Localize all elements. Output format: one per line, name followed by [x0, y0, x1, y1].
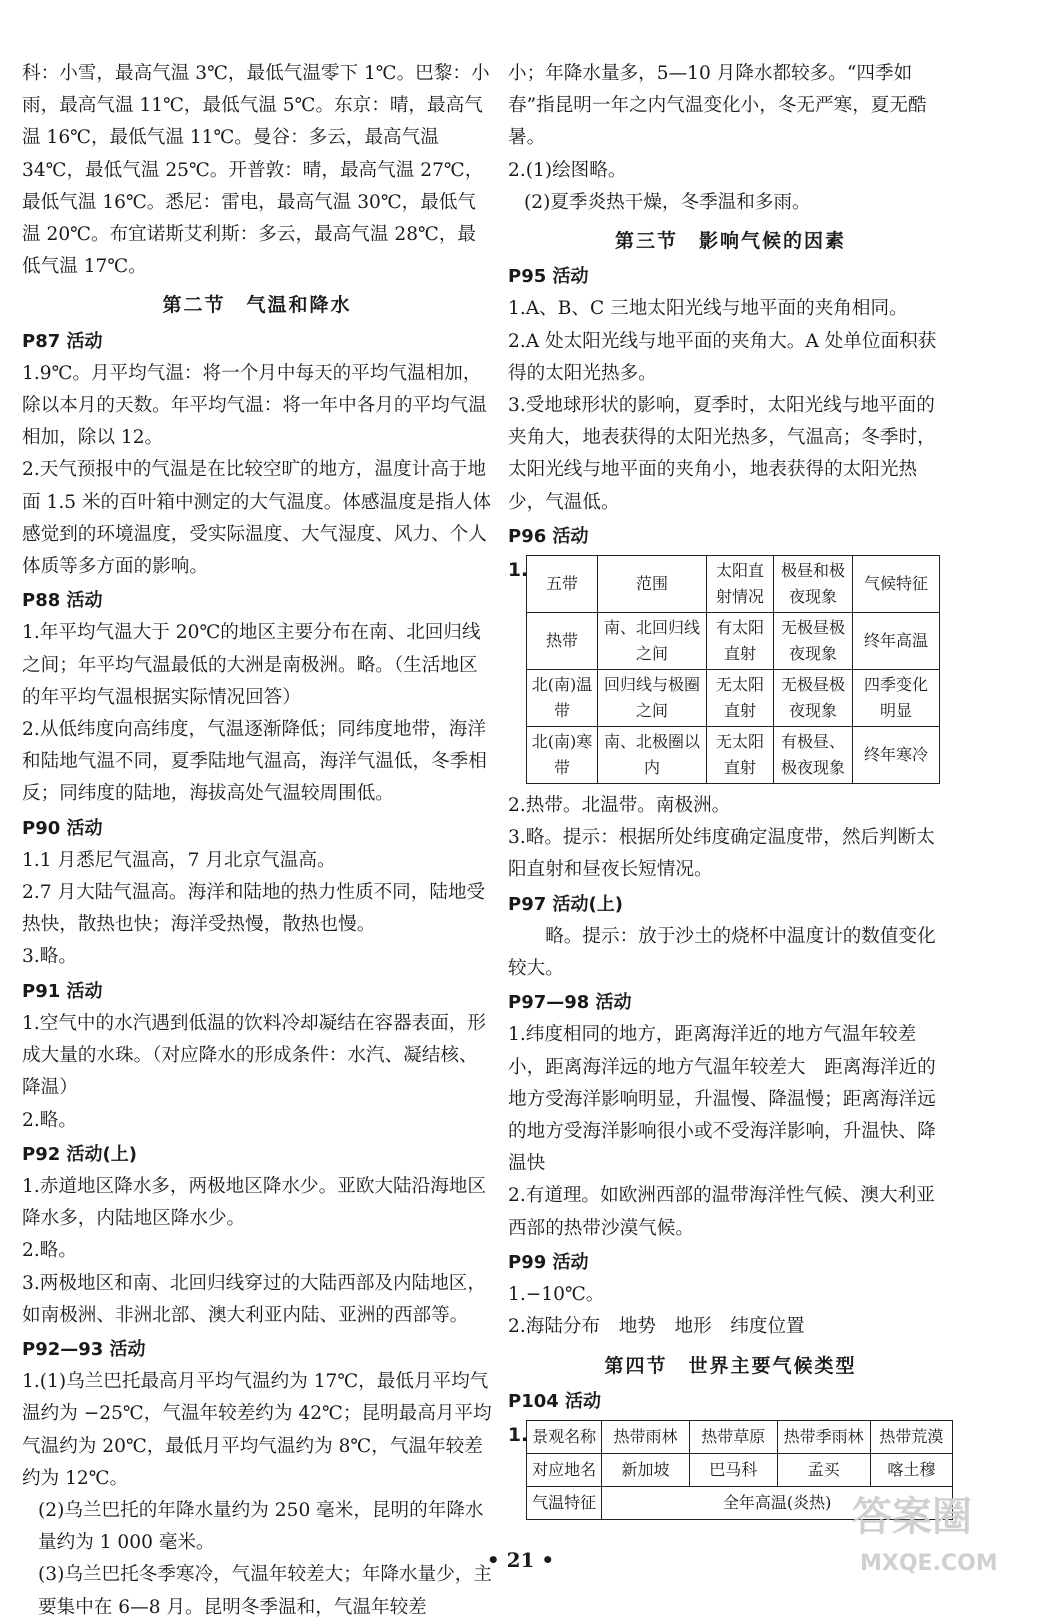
p95-heading: P95 活动 [508, 266, 589, 288]
table-cell: 对应地名 [527, 1453, 602, 1486]
section-2-title: 第二节 气温和降水 [162, 294, 352, 317]
p92-93-q1c: (3)乌兰巴托冬季寒冷，气温年较差大；年降水量少，主要集中在 6—8 月。昆明冬季温和，气温年较差 [38, 1564, 492, 1618]
p96-q2: 2.热带。北温带。南极洲。 [508, 795, 731, 817]
p87-q2: 2.天气预报中的气温是在比较空旷的地方，温度计高于地面 1.5 米的百叶箱中测定的大气温度。体感温度是指人体感觉到的环境温度，受实际温度、大气湿度、风力、个人体质等多方面的影响。 [22, 459, 492, 578]
p95-q1: 1.A、B、C 三地太阳光线与地平面的夹角相同。 [508, 298, 908, 320]
p88-q1: 1.年平均气温大于 20℃的地区主要分布在南、北回归线之间；年平均气温最低的大洲是南极洲。略。（生活地区的年平均气温根据实际情况回答） [22, 622, 481, 708]
p91-q1: 1.空气中的水汽遇到低温的饮料冷却凝结在容器表面，形成大量的水珠。（对应降水的形成条件：水汽、凝结核、降温） [22, 1012, 486, 1099]
table-cell: 终年高温 [853, 613, 940, 670]
p97-text: 略。提示：放于沙土的烧杯中温度计的数值变化较大。 [508, 925, 936, 980]
p99-heading: P99 活动 [508, 1251, 589, 1273]
watermark-bottom: MXQE.COM [860, 1551, 998, 1576]
p92-93-q1b: (2)乌兰巴托的年降水量约为 250 毫米，昆明的年降水量约为 1 000 毫米。 [38, 1499, 484, 1554]
p90-heading: P90 活动 [22, 817, 103, 839]
table-cell: 热带 [527, 613, 598, 670]
five-zones-table [526, 555, 940, 784]
continued-paragraph: 小；年降水量多，5—10 月降水都较多。“四季如春”指昆明一年之内气温变化小，冬无严寒，夏无酷暑。 [508, 63, 927, 149]
p92-q2: 2.略。 [22, 1240, 77, 1262]
p88-heading: P88 活动 [22, 590, 103, 612]
table-cell: 无太阳直射 [707, 727, 774, 784]
p95-q2: 2.A 处太阳光线与地平面的夹角大。A 处单位面积获得的太阳光热多。 [508, 330, 937, 384]
p91-heading: P91 活动 [22, 980, 103, 1002]
page-number: • 21 • [486, 1548, 555, 1572]
table-cell: 新加坡 [602, 1453, 690, 1486]
p99-q2: 2.海陆分布 地势 地形 纬度位置 [508, 1316, 805, 1338]
p92-93-heading: P92—93 活动 [22, 1338, 146, 1360]
table-cell: 南、北回归线之间 [598, 613, 707, 670]
table-cell: 全年高温(炎热) [602, 1486, 953, 1519]
p97-98-q2: 2.有道理。如欧洲西部的温带海洋性气候、澳大利亚西部的热带沙漠气候。 [508, 1185, 935, 1239]
table-cell: 无极昼极夜现象 [774, 670, 853, 727]
table-cell: 北(南)温带 [527, 670, 598, 727]
p97-heading: P97 活动(上) [508, 893, 623, 915]
p99-q1: 1.−10℃。 [508, 1284, 605, 1306]
section-3-title: 第三节 影响气候的因素 [614, 230, 846, 253]
table-cell: 回归线与极圈之间 [598, 670, 707, 727]
table-cell: 终年寒冷 [853, 727, 940, 784]
table-cell: 范围 [598, 556, 707, 613]
p92-heading: P92 活动(上) [22, 1143, 137, 1165]
p90-q1: 1.1 月悉尼气温高，7 月北京气温高。 [22, 849, 336, 871]
p91-q2: 2.略。 [22, 1109, 77, 1131]
p88-q2: 2.从低纬度向高纬度，气温逐渐降低；同纬度地带，海洋和陆地气温不同，夏季陆地气温高，海洋气温低，冬季相反；同纬度的陆地，海拔高处气温较周围低。 [22, 719, 487, 805]
watermark-top: 答案圈 [852, 1494, 972, 1540]
table-cell: 极昼和极夜现象 [774, 556, 853, 613]
p87-q1: 1.9℃。月平均气温：将一个月中每天的平均气温相加，除以本月的天数。年平均气温：将一年中各月的平均气温相加，除以 12。 [22, 362, 487, 449]
table-cell: 景观名称 [527, 1420, 602, 1453]
table-cell: 孟买 [777, 1453, 870, 1486]
table-cell: 无太阳直射 [707, 670, 774, 727]
p97-98-heading: P97—98 活动 [508, 992, 632, 1014]
p92-q1: 1.赤道地区降水多，两极地区降水少。亚欧大陆沿海地区降水多，内陆地区降水少。 [22, 1175, 486, 1230]
watermark-logo [842, 1482, 1022, 1582]
table-cell: 太阳直射情况 [707, 556, 774, 613]
table-cell: 气温特征 [527, 1486, 602, 1519]
left-column [22, 58, 492, 1624]
table-cell: 热带荒漠 [870, 1420, 952, 1453]
p92-93-q1a: 1.(1)乌兰巴托最高月平均气温约为 17℃，最低月平均气温约为 −25℃，气温年较差约为 42℃；昆明最高月平均气温约为 20℃，最低月平均气温约为 8℃，气温年较差约为 12℃。 [22, 1371, 492, 1489]
q2-part1: 2.(1)绘图略。 [508, 159, 627, 181]
p92-q3: 3.两极地区和南、北回归线穿过的大陆西部及内陆地区，如南极洲、非洲北部、澳大利亚内陆、亚洲的西部等。 [22, 1272, 486, 1326]
q2-part2: (2)夏季炎热干燥，冬季温和多雨。 [524, 191, 811, 213]
p87-heading: P87 活动 [22, 330, 103, 352]
p96-table-number: 1. [508, 560, 529, 582]
p97-98-q1: 1.纬度相同的地方，距离海洋近的地方气温年较差小，距离海洋远的地方气温年较差大 距离海洋近的地方受海洋影响明显，升温慢、降温慢；距离海洋远的地方受海洋影响很小或不受海洋影响，升温快、降温快 [508, 1024, 936, 1175]
table-cell: 北(南)寒带 [527, 727, 598, 784]
table-cell: 五带 [527, 556, 598, 613]
table-cell: 无极昼极夜现象 [774, 613, 853, 670]
p90-q3: 3.略。 [22, 946, 77, 968]
p104-heading: P104 活动 [508, 1390, 602, 1412]
table-cell: 热带草原 [689, 1420, 777, 1453]
section-4-title: 第四节 世界主要气候类型 [604, 1354, 857, 1377]
table-cell: 有太阳直射 [707, 613, 774, 670]
table-cell: 巴马科 [689, 1453, 777, 1486]
table-cell: 四季变化明显 [853, 670, 940, 727]
right-column [508, 58, 953, 1526]
p95-q3: 3.受地球形状的影响，夏季时，太阳光线与地平面的夹角大，地表获得的太阳光热多，气温高；冬季时，太阳光线与地平面的夹角小，地表获得的太阳光热少，气温低。 [508, 395, 936, 513]
intro-paragraph: 科：小雪，最高气温 3℃，最低气温零下 1℃。巴黎：小雨，最高气温 11℃，最低气温 5℃。东京：晴，最高气温 16℃，最低气温 11℃。曼谷：多云，最高气温 34℃，最低气温 25℃。开普敦：晴，最高气温 27℃，最低气温 16℃。悉尼：雷电，最高气温 30℃，最低气温 20℃。布宜诺斯艾利斯：多云，最高气温 28℃，最低气温 17℃。 [22, 63, 490, 278]
p96-table-wrap [508, 555, 953, 784]
table-cell: 有极昼、极夜现象 [774, 727, 853, 784]
p90-q2: 2.7 月大陆气温高。海洋和陆地的热力性质不同，陆地受热快，散热也快；海洋受热慢，散热也慢。 [22, 882, 486, 936]
table-cell: 热带雨林 [602, 1420, 690, 1453]
table-cell: 气候特征 [853, 556, 940, 613]
table-cell: 热带季雨林 [777, 1420, 870, 1453]
table-cell: 南、北极圈以内 [598, 727, 707, 784]
table-cell: 喀土穆 [870, 1453, 952, 1486]
p96-q3: 3.略。提示：根据所处纬度确定温度带，然后判断太阳直射和昼夜长短情况。 [508, 827, 935, 881]
p104-table-number: 1. [508, 1424, 529, 1446]
p96-heading: P96 活动 [508, 525, 589, 547]
